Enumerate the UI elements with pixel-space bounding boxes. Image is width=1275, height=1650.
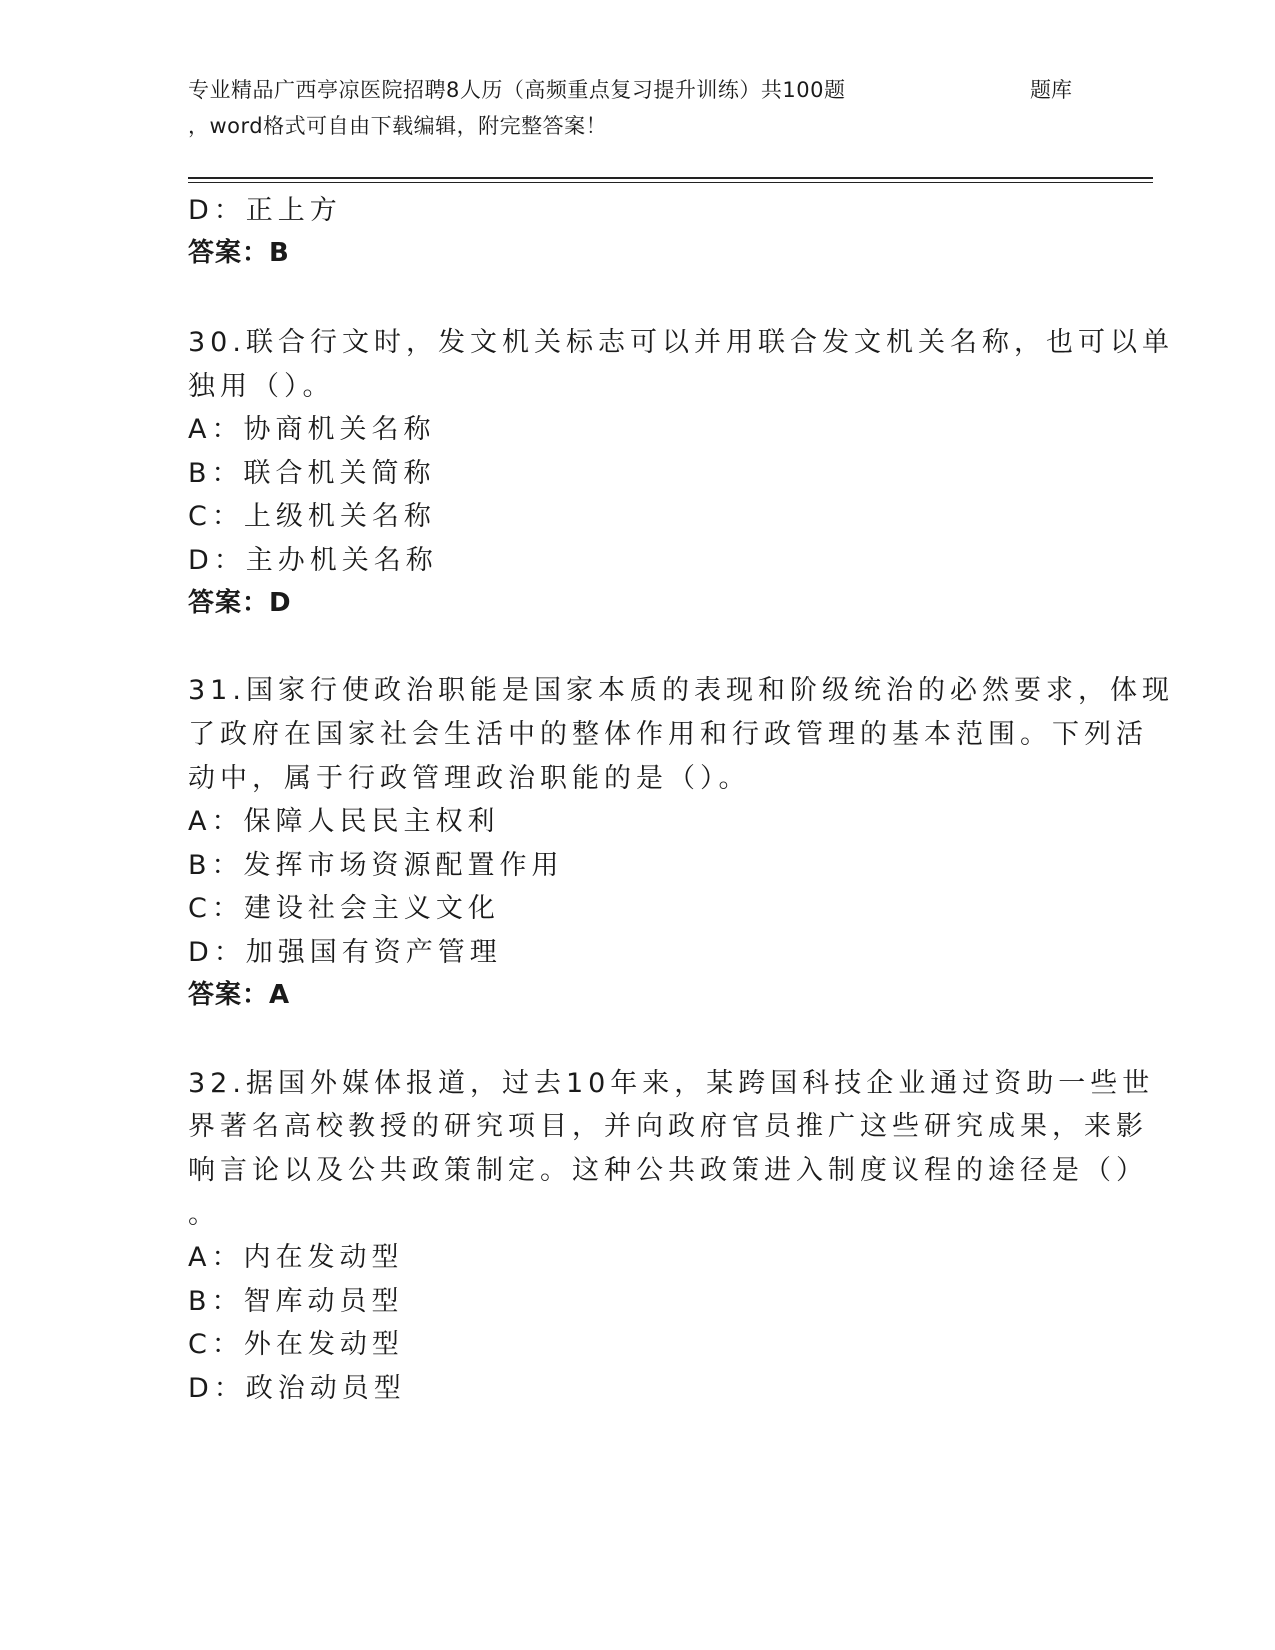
answer-line: 答案：A [188, 980, 291, 1010]
option-b: B：发挥市场资源配置作用 [188, 850, 564, 881]
answer-line: 答案：D [188, 588, 292, 618]
question-text: 。 [188, 1199, 220, 1230]
option-b: B：智库动员型 [188, 1286, 404, 1317]
question-text: 动中，属于行政管理政治职能的是（）。 [188, 763, 751, 794]
question-text: 32.据国外媒体报道，过去10年来，某跨国科技企业通过资助一些世 [188, 1068, 1155, 1099]
answer-line: 答案：B [188, 238, 290, 268]
option-d: D：正上方 [188, 195, 342, 226]
option-b: B：联合机关简称 [188, 458, 436, 489]
header-divider [188, 177, 1153, 179]
question-text: 响言论以及公共政策制定。这种公共政策进入制度议程的途径是（） [188, 1155, 1148, 1186]
question-text: 30.联合行文时，发文机关标志可以并用联合发文机关名称，也可以单 [188, 327, 1174, 358]
header-tag: 题库 [1030, 78, 1072, 102]
option-a: A：保障人民民主权利 [188, 806, 500, 837]
document-title: 专业精品广西亭凉医院招聘8人历（高频重点复习提升训练）共100题 [188, 78, 846, 102]
option-c: C：外在发动型 [188, 1329, 404, 1360]
question-text: 独用（）。 [188, 371, 335, 402]
question-text: 界著名高校教授的研究项目，并向政府官员推广这些研究成果，来影 [188, 1111, 1148, 1142]
header-divider [188, 182, 1153, 183]
option-a: A：内在发动型 [188, 1242, 404, 1273]
question-text: 了政府在国家社会生活中的整体作用和行政管理的基本范围。下列活 [188, 719, 1148, 750]
document-subtitle: ，word格式可自由下载编辑，附完整答案！ [188, 114, 608, 138]
option-d: D：政治动员型 [188, 1373, 406, 1404]
option-c: C：上级机关名称 [188, 501, 436, 532]
option-d: D：主办机关名称 [188, 545, 438, 576]
question-text: 31.国家行使政治职能是国家本质的表现和阶级统治的必然要求，体现 [188, 675, 1174, 706]
option-c: C：建设社会主义文化 [188, 893, 500, 924]
option-d: D：加强国有资产管理 [188, 937, 502, 968]
option-a: A：协商机关名称 [188, 414, 436, 445]
